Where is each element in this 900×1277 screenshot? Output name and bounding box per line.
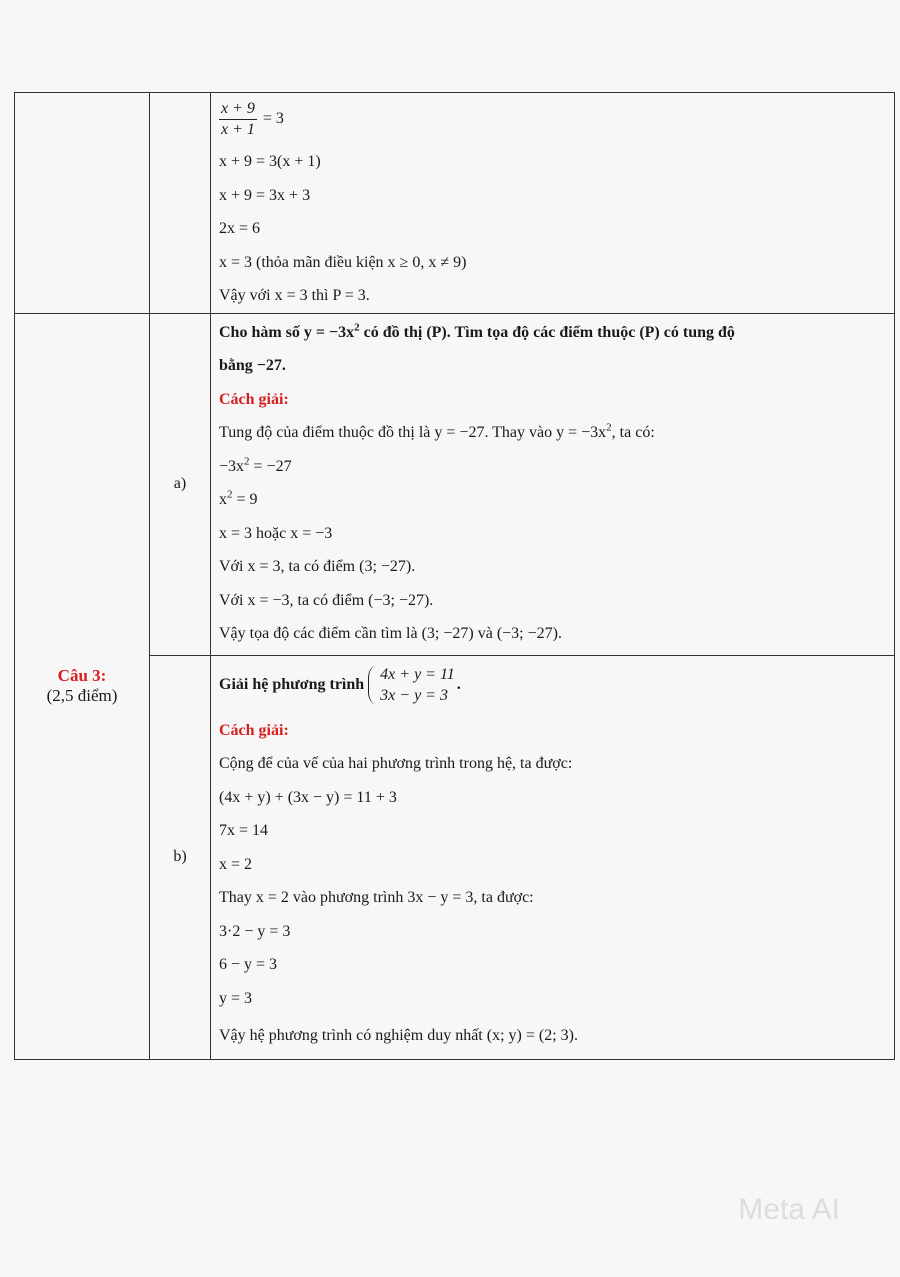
part-a-method-heading: Cách giải:	[219, 390, 289, 408]
point-line: Với x = 3, ta có điểm (3; −27).	[219, 558, 416, 575]
top-solution-cell	[211, 93, 895, 314]
fraction-denominator: x + 1	[221, 120, 255, 138]
part-b-method-heading: Cách giải:	[219, 721, 289, 739]
part-b-prompt: Giải hệ phương trình 4x + y = 11 3x − y = 3 .	[219, 665, 461, 704]
fraction-rhs: = 3	[258, 110, 284, 127]
equation-line: x = 2	[219, 855, 253, 873]
system-equation-1: 4x + y = 11	[380, 665, 455, 683]
equation-line: x = 3 hoặc x = −3	[219, 524, 333, 542]
solution-table	[14, 92, 895, 1060]
question-score: (2,5 điểm)	[46, 686, 118, 705]
equation-line: 3·2 − y = 3	[219, 922, 291, 940]
part-a-prompt: Cho hàm số $y = -3x^2$ có đồ thị (P). Tìm tọa độ các điểm thuộc (P) có tung độ	[219, 321, 735, 341]
equation-line: x + 9 = 3x + 3	[219, 186, 311, 204]
part-a-label: a)	[150, 313, 211, 655]
question-title: Câu 3:	[57, 666, 107, 685]
part-a-solution-cell	[211, 313, 895, 655]
equation-line: x = 3 (thỏa mãn điều kiện x ≥ 0, x ≠ 9)	[219, 253, 467, 271]
equation-line: $x^2 = 9$	[219, 488, 258, 508]
equation-line: 6 − y = 3	[219, 956, 278, 973]
conclusion-line: Vậy hệ phương trình có nghiệm duy nhất (x; y) = (2; 3).	[219, 1027, 578, 1044]
fraction-numerator: x + 9	[219, 99, 257, 120]
conclusion-line: Vậy tọa độ các điểm cần tìm là (3; −27) và (−3; −27).	[219, 625, 562, 642]
conclusion-line: Vậy với x = 3 thì P = 3.	[219, 287, 370, 304]
part-b-label: b)	[150, 655, 211, 1059]
watermark: Meta AI	[738, 1193, 840, 1226]
table-row	[15, 313, 895, 655]
equation-line: (4x + y) + (3x − y) = 11 + 3	[219, 788, 397, 806]
system-equation-2: 3x − y = 3	[380, 686, 448, 704]
step-line: Thay x = 2 vào phương trình 3x − y = 3, ta được:	[219, 889, 534, 906]
equation-line: 2x = 6	[219, 220, 261, 237]
part-a-prompt-line2: bằng −27.	[219, 357, 286, 374]
empty-question-cell	[15, 93, 150, 314]
equation-line: y = 3	[219, 989, 253, 1007]
question-cell	[15, 313, 150, 1059]
step-line: Cộng để của vế của hai phương trình trong hệ, ta được:	[219, 755, 573, 772]
empty-part-cell	[150, 93, 211, 314]
equation-system	[368, 664, 455, 706]
table-row	[15, 93, 895, 314]
equation-line: $-3x^2 = -27$	[219, 455, 292, 475]
part-a-intro: Tung độ của điểm thuộc đồ thị là y = −27. Thay vào $y = -3x^2$, ta có:	[219, 421, 655, 441]
fraction-equation	[219, 93, 888, 145]
equation-line: x + 9 = 3(x + 1)	[219, 153, 321, 170]
part-b-solution-cell	[211, 655, 895, 1059]
point-line: Với x = −3, ta có điểm (−3; −27).	[219, 591, 434, 609]
equation-line: 7x = 14	[219, 822, 269, 839]
